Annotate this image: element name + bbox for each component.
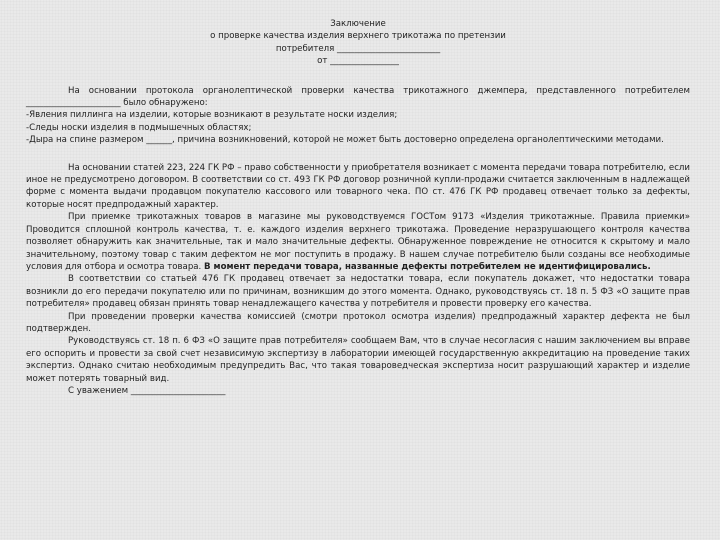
defect-item-wear-traces: -Следы носки изделия в подмышечных областях;	[26, 122, 252, 133]
document-title: Заключение	[330, 19, 386, 29]
defect-item-pilling: -Явления пиллинга на изделии, которые возникают в результате носки изделия;	[26, 110, 398, 121]
acceptance-control-paragraph	[26, 211, 690, 273]
seller-liability-paragraph: В соответствии со статьей 476 ГК продавец отвечает за недостатки товара, если покупатель докажет, что недостатки товара возникли до его передачи покупателю или по причинам, возникшим до этого момента. Однако, руководствуясь ст. 18 п. 5 ФЗ «О защите прав потребителя» продавец обязан принять товар ненадлежащего качества у потребителя и провести проверку его качества.	[26, 274, 690, 310]
legal-basis-paragraph: На основании статей 223, 224 ГК РФ – право собственности у приобретателя возникает с момента передачи товара потребителю, если иное не предусмотрено договором. В соответствии со ст. 493 ГК РФ договор розничной купли-продажи считается заключенным в надлежащей форме с момента выдачи продавцом покупателю кассового или товарного чека. ПО ст. 476 ГК РФ продавец отвечает только за дефекты, которые носят предпродажный характер.	[26, 162, 690, 210]
date-line: от ________________	[317, 56, 399, 67]
document-header	[26, 18, 690, 68]
consumer-line: потребителя ________________________	[275, 43, 441, 54]
inspection-intro: На основании протокола органолептической проверки качества трикотажного джемпера, представленного потребителем ______________________ было обнаружено:	[26, 85, 690, 109]
document-subtitle: о проверке качества изделия верхнего трикотажа по претензии	[210, 31, 506, 42]
acceptance-control-text: При приемке трикотажных товаров в магазине мы руководствуемся ГОСТом 9173 «Изделия трикотажные. Правила приемки» Проводится сплошной контроль качества, т. е. каждого изделия верхнего трикотажа. Проведение неразрушающего контроля качества позволяет обнаружить как значительные, так и мало значительные дефекты. Обнаруженное повреждение не относится к скрытому и мало значительному, поэтому товар с таким дефектом не мог поступить в продажу. В нашем случае потребителю были созданы все необходимые условия для отбора и осмотра товара.	[26, 212, 690, 272]
acceptance-control-bold-text: В момент передачи товара, названные дефекты потребителем не идентифицировались.	[204, 261, 651, 272]
defect-item-hole: -Дыра на спине размером ______, причина возникновений, которой не может быть достоверно определена органолептическими методами.	[26, 135, 664, 146]
closing-signature: С уважением ______________________	[68, 385, 226, 396]
expertise-notice-paragraph: Руководствуясь ст. 18 п. 6 ФЗ «О защите прав потребителя» сообщаем Вам, что в случае несогласия с нашим заключением вы вправе его оспорить и провести за свой счет независимую экспертизу в лаборатории имеющей государственную аккредитацию на проведение таких экспертиз. Однако считаю необходимым предупредить Вас, что такая товароведческая экспертиза носит разрушающий характер и изделие может потерять товарный вид.	[26, 336, 690, 384]
commission-result-paragraph: При проведении проверки качества комиссией (смотри протокол осмотра изделия) предпродажный характер дефекта не был подтвержден.	[26, 311, 690, 334]
